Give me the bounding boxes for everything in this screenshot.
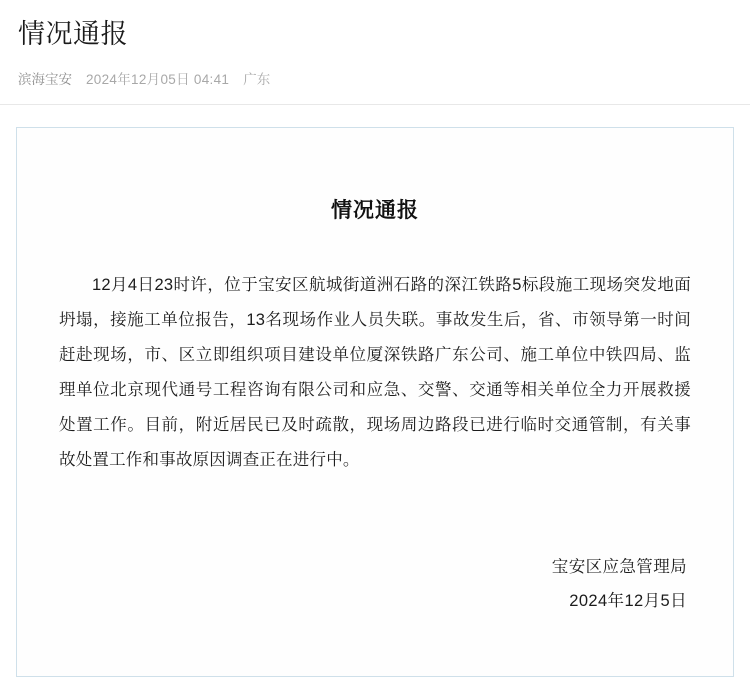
meta-source[interactable]: 滨海宝安: [18, 72, 72, 87]
page-title: 情况通报: [18, 19, 128, 49]
article-body: [0, 105, 750, 677]
notice-paragraph: 12月4日23时许，位于宝安区航城街道洲石路的深江铁路5标段施工现场突发地面坍塌，接施工单位报告，13名现场作业人员失联。事故发生后，省、市领导第一时间赶赴现场，市、区立即组织项目建设单位厦深铁路广东公司、施工单位中铁四局、监理单位北京现代通号工程咨询有限公司和应急、交警、交通等相关单位全力开展救援处置工作。目前，附近居民已及时疏散，现场周边路段已进行临时交通管制，有关事故处置工作和事故原因调查正在进行中。: [59, 276, 691, 469]
signature-organization: 宝安区应急管理局: [551, 558, 687, 576]
article-header: [0, 0, 750, 104]
meta-timestamp: 2024年12月05日 04:41: [86, 72, 230, 87]
signature-date: 2024年12月5日: [569, 592, 687, 610]
notice-heading: 情况通报: [331, 199, 419, 222]
article-meta: [18, 68, 732, 104]
meta-region: 广东: [243, 72, 271, 87]
notice-signature: [59, 550, 691, 618]
notice-card: [16, 127, 734, 677]
